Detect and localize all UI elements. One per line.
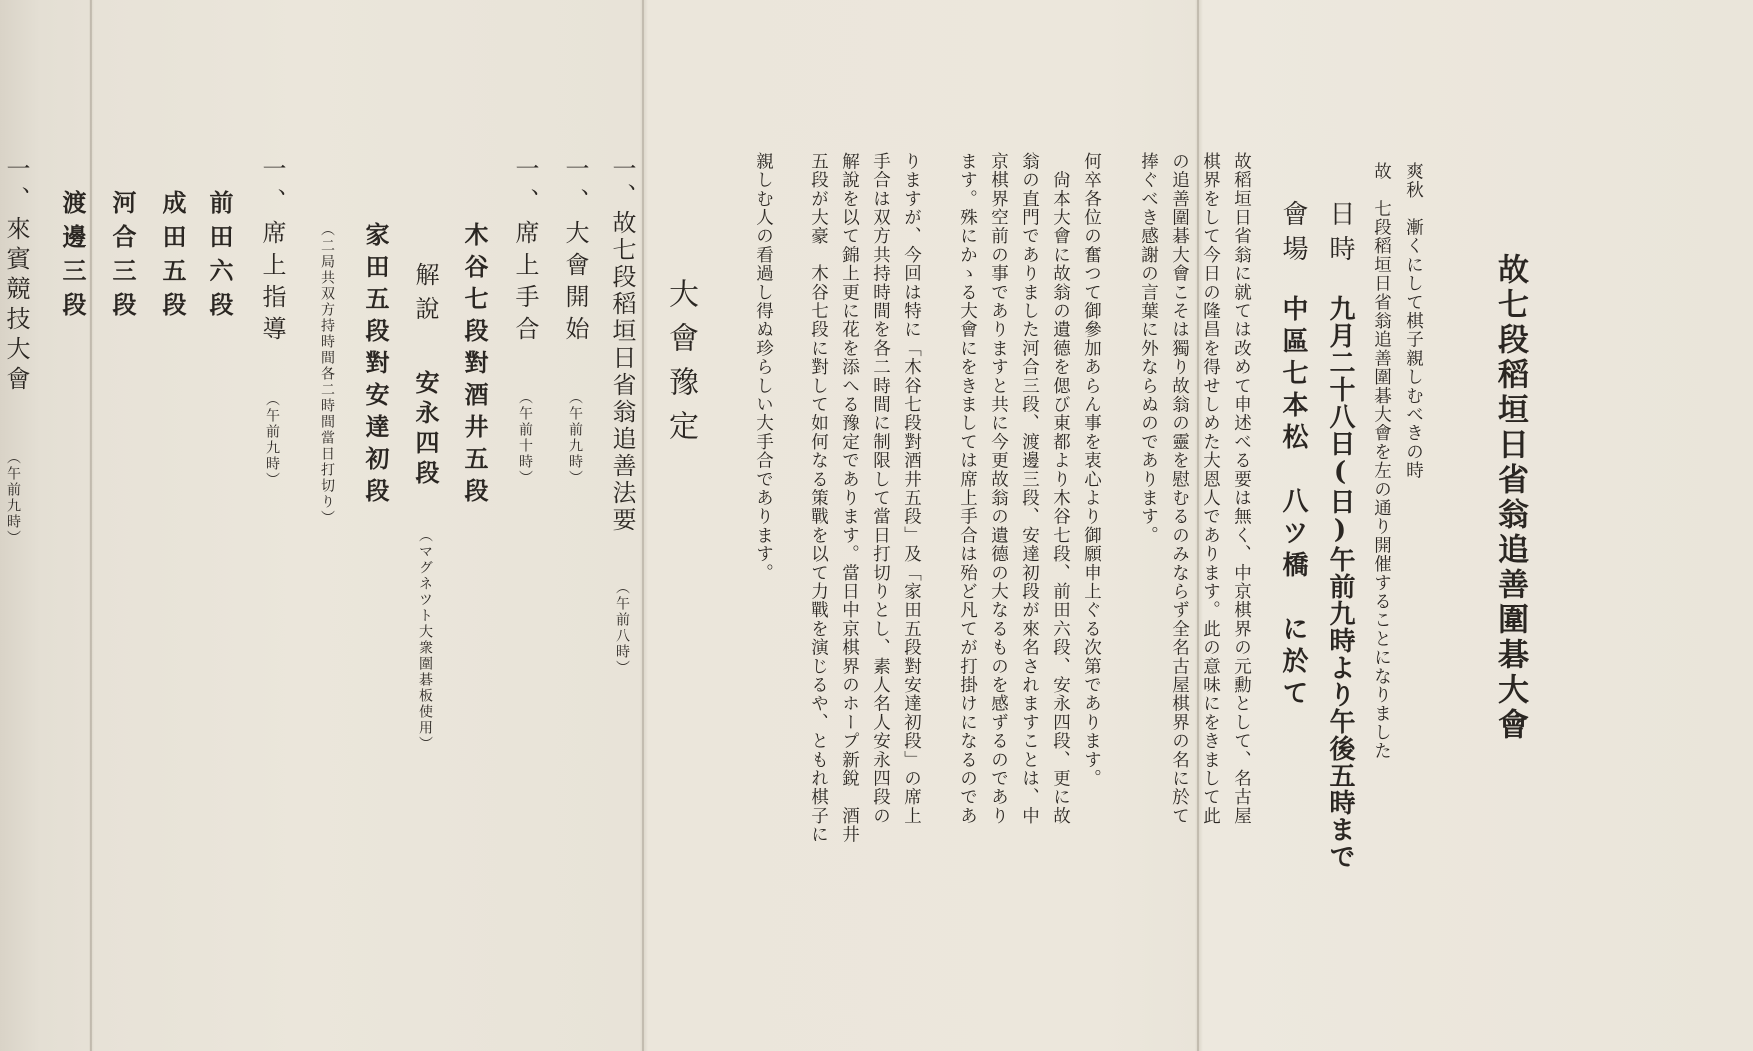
- instructor: 渡邊三段: [58, 190, 87, 326]
- program-item-guest-tournament: 一、來賓競技大會: [2, 156, 30, 396]
- announcement-text: 故 七段稻垣日省翁追善圍碁大會を左の通り開催することになりました: [1371, 162, 1392, 761]
- venue-value: 中區七本松 八ツ橋 に於て: [1278, 295, 1308, 711]
- body-line: 故稻垣日省翁に就ては改めて申述べる要は無く、中京棋界の元勳として、名古屋: [1231, 152, 1252, 826]
- body-line: 解說を以て錦上更に花を添へる豫定であります。當日中京棋界のホープ新銳 酒井: [839, 152, 860, 844]
- program-item-match: 一、席上手合: [511, 156, 539, 348]
- match-time-note: （二局共双方持時間各二時間當日打切り）: [319, 222, 335, 526]
- instructor: 成田五段: [158, 190, 187, 326]
- instructor: 河合三段: [108, 190, 137, 326]
- body-line: 手合は双方共持時間を各二時間に制限して當日打切りとし、素人名人安永四段の: [870, 152, 891, 826]
- program-item-guest-time: （午前九時）: [5, 450, 21, 546]
- body-line: 親しむ人の看過し得ぬ珍らしい大手合であります。: [753, 152, 774, 583]
- document-title: 故七段稻垣日省翁追善圍碁大會: [1492, 253, 1528, 743]
- fold-line: [90, 0, 92, 1051]
- instructor: 前田六段: [205, 190, 234, 326]
- match-kitani-sakai: 木谷七段對酒井五段: [460, 222, 489, 510]
- venue-label: 會場: [1278, 200, 1308, 270]
- body-line: りますが、今回は特に「木谷七段對酒井五段」及「家田五段對安達初段」の席上: [901, 152, 922, 826]
- program-heading: 大會豫定: [663, 278, 698, 454]
- greeting-text: 爽秋 漸くにして棋子親しむべきの時: [1403, 162, 1424, 480]
- body-line: の追善圍碁大會こそは獨り故翁の靈を慰むるのみならず全名古屋棋界の名に於て: [1169, 152, 1190, 826]
- commentary-note: （マグネツト大衆圍碁板使用）: [417, 528, 433, 752]
- program-item-memorial-time: （午前八時）: [614, 580, 630, 676]
- match-ieda-adachi: 家田五段對安達初段: [361, 222, 390, 510]
- body-line: 棋界をして今日の隆昌を得せしめた大恩人であります。此の意味にをきまして此: [1200, 152, 1221, 826]
- body-line: ます。殊にかゝる大會にをきましては席上手合は殆ど凡てが打掛けになるのであ: [957, 152, 978, 826]
- program-item-memorial: 一、故七段稻垣日省翁追善法要: [608, 156, 636, 534]
- fold-line: [1197, 0, 1199, 1051]
- body-line: 尙本大會に故翁の遺德を偲び東都より木谷七段、前田六段、安永四段、更に故: [1050, 152, 1071, 826]
- commentary-name: 安永四段: [411, 370, 440, 490]
- date-label: 日時: [1325, 200, 1355, 270]
- fold-line: [642, 0, 644, 1051]
- program-item-teaching: 一、席上指導: [258, 156, 286, 348]
- commentary-label: 解說: [411, 262, 439, 330]
- body-line: 五段が大豪 木谷七段に對して如何なる策戰を以て力戰を演じるや、ともれ棋子に: [808, 152, 829, 844]
- program-item-match-time: （午前十時）: [517, 390, 533, 486]
- body-line: 捧ぐべき感謝の言葉に外ならぬのであります。: [1138, 152, 1159, 545]
- program-item-teaching-time: （午前九時）: [264, 392, 280, 488]
- body-line: 何卒各位の奮つて御參加あらん事を衷心より御願申上ぐる次第であります。: [1081, 152, 1102, 788]
- body-line: 翁の直門でありました河合三段、渡邊三段、安達初段が來名されますことは、中: [1019, 152, 1040, 826]
- body-line: 京棋界空前の事でありますと共に今更故翁の遺德の大なるものを感ずるのであり: [988, 152, 1009, 826]
- program-item-opening: 一、大會開始: [561, 156, 589, 348]
- date-value: 九月二十八日(日)午前九時より午後五時まで: [1325, 295, 1355, 870]
- program-item-opening-time: （午前九時）: [567, 390, 583, 486]
